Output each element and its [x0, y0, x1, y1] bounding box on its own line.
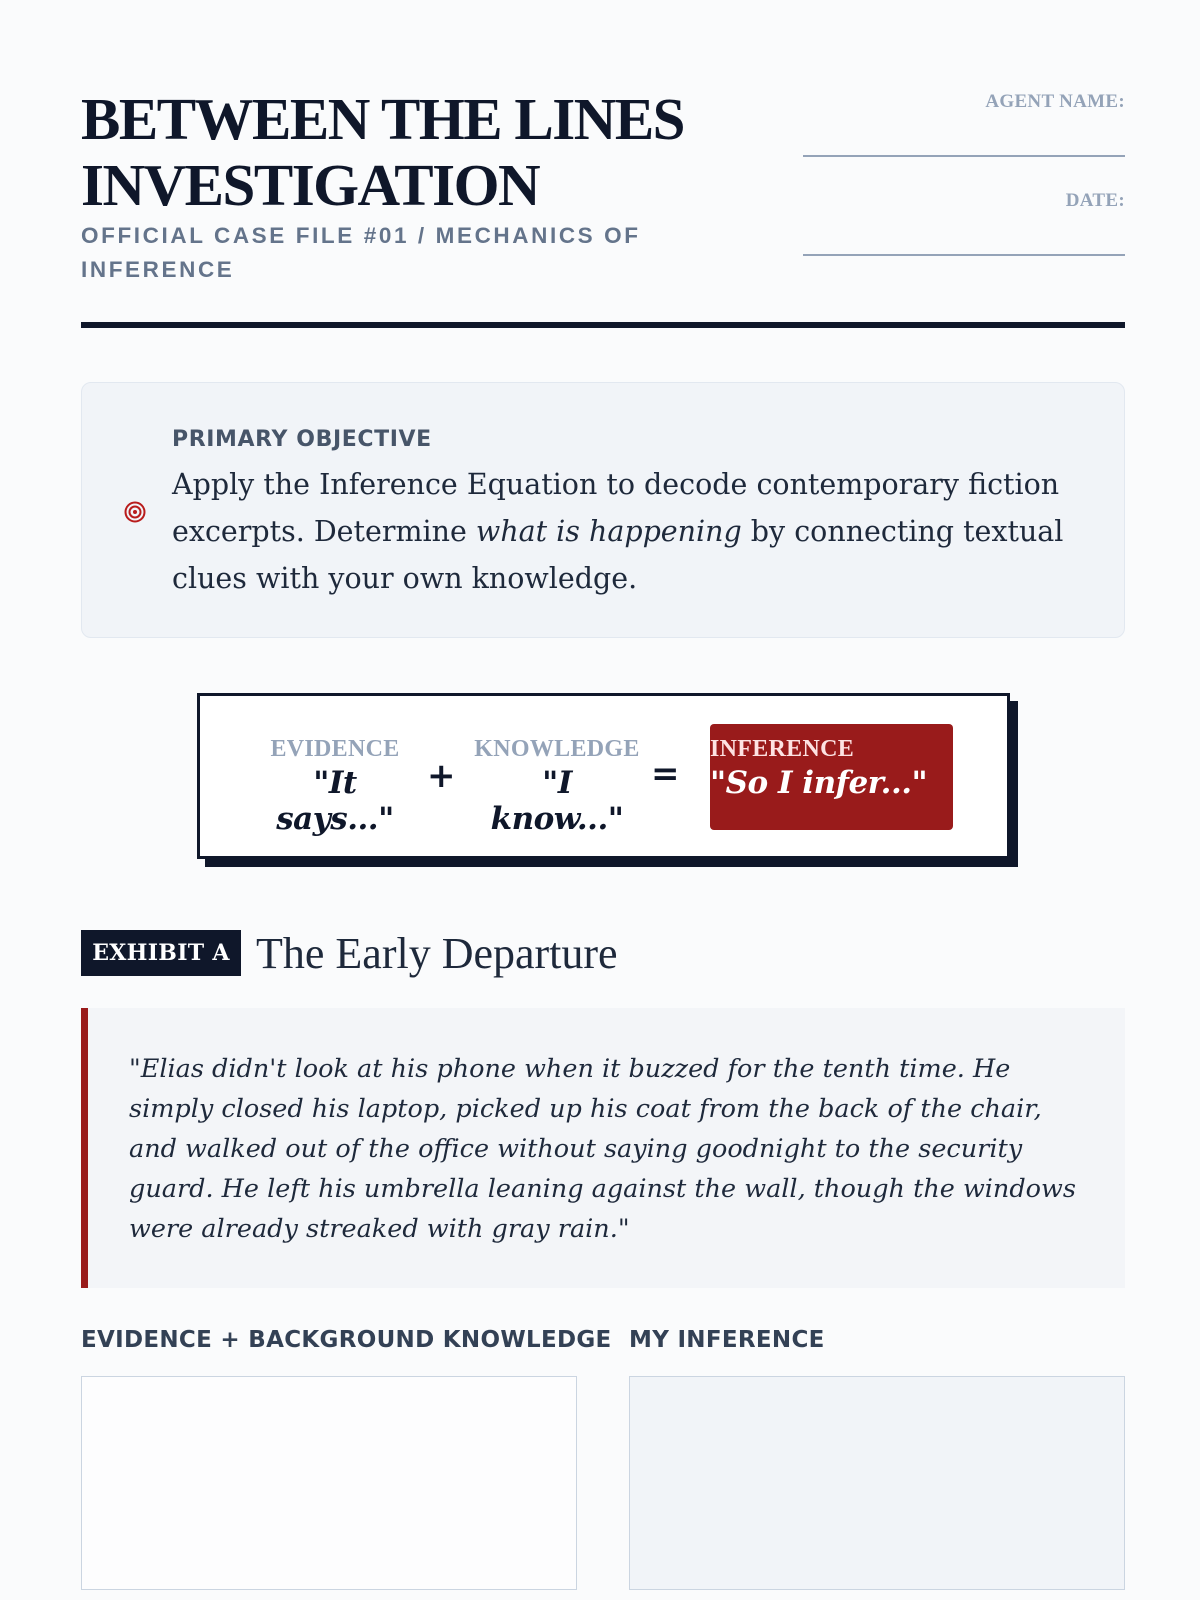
my-inference-label: MY INFERENCE: [629, 1327, 825, 1353]
equals-operator: =: [651, 754, 680, 794]
case-file-subtitle: OFFICIAL CASE FILE #01 / MECHANICS OF INFERENCE: [81, 223, 641, 282]
knowledge-term: [472, 736, 642, 837]
excerpt-block: [81, 1008, 1125, 1288]
agent-fields: [803, 91, 1125, 289]
my-inference-box[interactable]: [629, 1376, 1125, 1590]
knowledge-label: KNOWLEDGE: [474, 736, 640, 762]
date-line[interactable]: [803, 254, 1125, 256]
evidence-knowledge-label: EVIDENCE + BACKGROUND KNOWLEDGE: [81, 1327, 612, 1353]
header-divider: [81, 322, 1125, 328]
evidence-label: EVIDENCE: [270, 736, 400, 762]
plus-operator: +: [427, 756, 456, 796]
objective-panel: [81, 382, 1125, 638]
exhibit-tag: EXHIBIT A: [81, 930, 241, 976]
inference-term: [710, 724, 953, 830]
objective-text: Apply the Inference Equation to decode contemporary fiction excerpts. Determine what is happening by connecting textual clues with your own knowledge.: [172, 468, 1064, 595]
agent-name-label: AGENT NAME:: [985, 91, 1125, 112]
objective-emphasis: what is happening: [475, 515, 742, 548]
inference-label: INFERENCE: [710, 736, 855, 762]
date-label: DATE:: [1065, 190, 1125, 211]
worksheet-header: [81, 86, 1125, 330]
page-title: BETWEEN THE LINES INVESTIGATION: [81, 86, 684, 218]
excerpt-text: "Elias didn't look at his phone when it buzzed for the tenth time. He simply closed his laptop, picked up his coat from the back of the chair, and walked out of the office without saying goodnight to the security guard. He left his umbrella leaning against the wall, though the windows were already streaked with gray rain.": [129, 1054, 1076, 1244]
evidence-quote: "It says...": [276, 765, 394, 837]
exhibit-title: The Early Departure: [256, 929, 618, 978]
inference-equation: [197, 693, 1010, 859]
inference-quote: "So I infer...": [710, 765, 928, 801]
evidence-term: [255, 736, 415, 837]
target-icon: [124, 501, 146, 523]
evidence-knowledge-box[interactable]: [81, 1376, 577, 1590]
agent-name-line[interactable]: [803, 155, 1125, 157]
objective-label: PRIMARY OBJECTIVE: [172, 427, 432, 452]
knowledge-quote: "I know...": [490, 765, 624, 837]
